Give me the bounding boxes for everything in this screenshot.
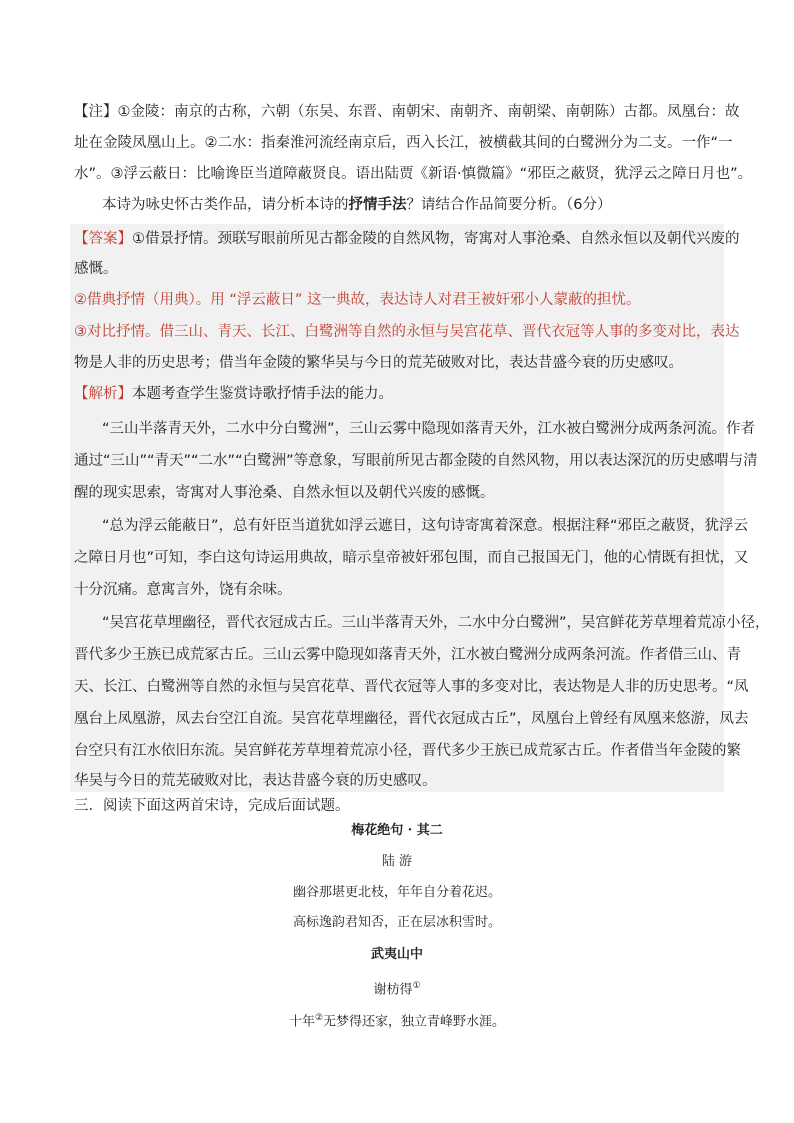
analysis-intro: 本题考查学生鉴赏诗歌抒情手法的能力。 [132, 386, 393, 402]
note-line: 【注】①金陵：南京的古称，六朝（东吴、东晋、南朝宋、南朝齐、南朝梁、南朝陈）古都。凤凰台：故 [74, 104, 740, 120]
analysis-line: 十分沉痛。意寓言外，饶有余味。 [74, 582, 292, 598]
analysis-line: 醒的现实思索，寄寓对人事沧桑、自然永恒以及朝代兴废的感慨。 [74, 485, 495, 501]
analysis-line: 台空只有江水依旧东流。吴宫鲜花芳草埋着荒凉小径，晋代多少王族已成荒冢古丘。作者借当年金陵的繁 [74, 743, 741, 759]
analysis-line: 凰台上凤凰游，凤去台空江自流。吴宫花草埋幽径，晋代衣冠成古丘”，凤凰台上曾经有凤凰来悠游，凤去 [74, 711, 749, 727]
analysis-line: “吴宫花草埋幽径，晋代衣冠成古丘。三山半落青天外，二水中分白鹭洲”，吴宫鲜花芳草埋着荒凉小径， [102, 615, 770, 631]
poem-title: 武夷山中 [370, 947, 423, 962]
answer-text: ①借景抒情。颈联写眼前所见古都金陵的自然风物，寄寓对人事沧桑、自然永恒以及朝代兴废的 [132, 231, 740, 247]
analysis-line: 通过“三山”“青天”“二水”“白鹭洲”等意象，写眼前所见古都金陵的自然风物，用以表达深沉的历史感喟与清 [74, 453, 758, 469]
poem-author-name: 谢枋得 [373, 982, 413, 998]
question-suffix: ？请结合作品简要分析。（6分） [406, 197, 612, 213]
analysis-line: “总为浮云能蔽日”，总有奸臣当道犹如浮云遮日，这句诗寄寓着深意。根据注释“邪臣之蔽贤，犹浮云 [102, 518, 749, 534]
poem-line-part: 十年 [288, 1014, 315, 1030]
question-bold: 抒情手法 [348, 197, 407, 213]
question-prefix: 本诗为咏史怀古类作品，请分析本诗的 [102, 197, 349, 213]
analysis-label: 【解析】 [74, 386, 132, 402]
analysis-line: 晋代多少王族已成荒冢古丘。三山云雾中隐现如落青天外，江水被白鹭洲分成两条河流。作者借三山、青 [74, 647, 741, 663]
answer-line: ②借典抒情（用典）。用 “浮云蔽日” 这一典故，表达诗人对君王被奸邪小人蒙蔽的担忧。 [74, 292, 641, 308]
analysis-line: 之障日月也”可知，李白这句诗运用典故，暗示皇帝被奸邪包围，而自己报国无门，他的心情既有担忧，又 [74, 550, 749, 566]
answer-label: 【答案】 [74, 231, 132, 247]
answer-line [74, 229, 740, 249]
poem-line-part: 无梦得还家，独立青峰野水涯。 [323, 1014, 506, 1030]
poem-author [0, 977, 794, 999]
analysis-line [74, 384, 393, 404]
footnote-marker: ② [314, 1013, 324, 1023]
poem-line: 高标逸韵君知否，正在层冰积雪时。 [292, 915, 501, 930]
analysis-line: 华吴与今日的荒芜破败对比，表达昔盛今衰的历史感叹。 [74, 773, 437, 789]
footnote-marker: ① [412, 981, 421, 991]
note-line: 水”。③浮云蔽日：比喻谗臣当道障蔽贤良。语出陆贾《新语·慎微篇》“邪臣之蔽贤，犹浮云之障日月也”。 [74, 166, 753, 182]
poem-line: 幽谷那堪更北枝，年年自分着花迟。 [292, 885, 501, 900]
answer-line: 感慨。 [74, 261, 118, 277]
analysis-line: “三山半落青天外，二水中分白鹭洲”，三山云雾中隐现如落青天外，江水被白鹭洲分成两条河流。作者 [102, 421, 756, 437]
poem-author: 陆 游 [381, 854, 413, 869]
question-text [102, 195, 611, 215]
note-line: 址在金陵凤凰山上。②二水：指秦淮河流经南京后，西入长江，被横截其间的白鹭洲分为二支。一作“一 [74, 135, 733, 151]
answer-line: ③对比抒情。借三山、青天、长江、白鹭洲等自然的永恒与吴宫花草、晋代衣冠等人事的多变对比，表达 [74, 324, 740, 340]
answer-line: 物是人非的历史思考；借当年金陵的繁华吴与今日的荒芜破败对比，表达昔盛今衰的历史感叹。 [74, 355, 683, 371]
section-heading: 三．阅读下面这两首宋诗，完成后面试题。 [74, 798, 350, 814]
poem-line [0, 1009, 794, 1031]
poem-title: 梅花绝句 · 其二 [351, 823, 443, 838]
analysis-line: 天、长江、白鹭洲等自然的永恒与吴宫花草、晋代衣冠等人事的多变对比，表达物是人非的历史思考。“凤 [74, 679, 749, 695]
